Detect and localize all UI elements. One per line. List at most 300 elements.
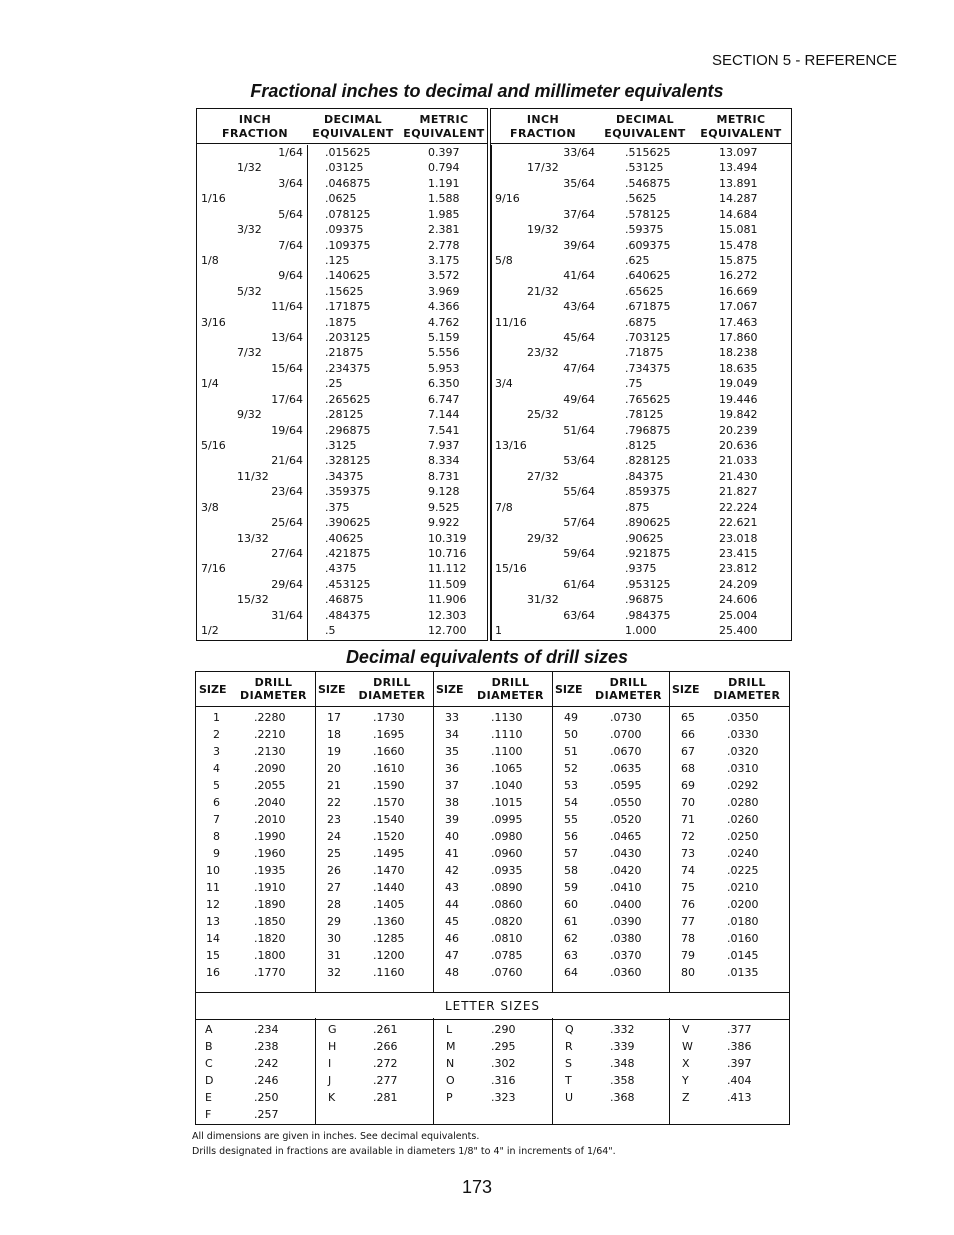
drill-diameter: .0145 [727,949,759,962]
inch-fraction: 15/32 [237,593,269,607]
decimal-equivalent: .328125 [325,454,371,468]
drill-size: 52 [564,762,578,775]
metric-equivalent: 25.004 [719,608,758,622]
drill-diameter: .0550 [610,796,642,809]
drill-row [196,794,789,811]
drill-diameter: .277 [373,1074,398,1087]
decimal-equivalent: .34375 [325,469,364,483]
inch-fraction: 19/64 [271,423,303,437]
fraction-row [491,160,791,175]
drill-diameter: .1660 [373,745,405,758]
header-line: EQUIVALENT [403,127,485,140]
drill-diameter: .281 [373,1091,398,1104]
drill-diameter: .0420 [610,864,642,877]
drill-size: 43 [445,881,459,894]
drill-diameter: .2280 [254,711,286,724]
metric-equivalent: 4.762 [428,315,460,329]
inch-fraction: 23/32 [527,346,559,360]
decimal-equivalent: .875 [625,500,650,514]
drill-size: 35 [445,745,459,758]
fraction-row [491,392,791,407]
drill-diameter: .1850 [254,915,286,928]
drill-size: 61 [564,915,578,928]
fraction-header-right [491,109,791,144]
drill-diameter: .1405 [373,898,405,911]
inch-fraction: 31/32 [527,593,559,607]
metric-equivalent: 4.366 [428,300,460,314]
drill-diameter-header [470,676,551,702]
letter-size: J [328,1074,332,1087]
drill-diameter: .1610 [373,762,405,775]
inch-fraction: 3/32 [237,223,262,237]
inch-fraction: 25/64 [271,516,303,530]
metric-equivalent: 13.891 [719,176,758,190]
drill-diameter: .0200 [727,898,759,911]
drill-size: 53 [564,779,578,792]
header-line: INCH [238,113,272,126]
size-header: SIZE [199,683,227,696]
fraction-panel-left [196,108,488,641]
drill-size: 60 [564,898,578,911]
drill-diameter: .1960 [254,847,286,860]
drill-diameter: .1130 [491,711,523,724]
decimal-equivalent: .4375 [325,562,357,576]
drill-diameter: .0935 [491,864,523,877]
metric-equivalent: 7.937 [428,438,460,452]
inch-fraction: 29/64 [271,577,303,591]
drill-size: 79 [681,949,695,962]
metric-equivalent: 15.081 [719,223,758,237]
metric-equivalent: 0.397 [428,146,460,159]
decimal-equivalent: .984375 [625,608,671,622]
metric-equivalent: 13.494 [719,161,758,175]
inch-fraction: 41/64 [563,269,595,283]
decimal-equivalent: .234375 [325,361,371,375]
metric-equivalent: 22.621 [719,516,758,530]
metric-equivalent: 1.191 [428,176,460,190]
drill-size: 70 [681,796,695,809]
decimal-equivalent: .609375 [625,238,671,252]
fraction-header-left [197,109,487,144]
fraction-row [197,253,487,268]
letter-size: D [205,1074,214,1087]
inch-fraction: 9/64 [278,269,303,283]
drill-diameter: .386 [727,1040,752,1053]
drill-size: 29 [327,915,341,928]
inch-fraction: 1/32 [237,161,262,175]
header-line: FRACTION [222,127,288,140]
decimal-equivalent: .421875 [325,546,371,560]
drill-size: 17 [327,711,341,724]
drill-size: 20 [327,762,341,775]
drill-size: 62 [564,932,578,945]
decimal-equivalent: .53125 [625,161,664,175]
metric-equivalent: 8.334 [428,454,460,468]
decimal-equivalent: .921875 [625,546,671,560]
decimal-equivalent: .40625 [325,531,364,545]
drill-diameter: .2210 [254,728,286,741]
inch-fraction: 49/64 [563,392,595,406]
inch-fraction: 23/64 [271,485,303,499]
fraction-row [491,253,791,268]
metric-equivalent: 5.556 [428,346,460,360]
decimal-equivalent: .578125 [625,207,671,221]
decimal-equivalent: .734375 [625,361,671,375]
fraction-row [491,423,791,438]
fraction-row [197,376,487,391]
drill-size: 32 [327,966,341,979]
metric-equivalent: 19.049 [719,377,758,391]
fraction-row [491,500,791,515]
letter-size: B [205,1040,213,1053]
drill-diameter: .1890 [254,898,286,911]
letter-row [196,1089,789,1106]
metric-equivalent: 1.985 [428,207,460,221]
decimal-equivalent: .375 [325,500,350,514]
drill-row [196,811,789,828]
drill-diameter: .1015 [491,796,523,809]
metric-equivalent: 16.669 [719,284,758,298]
metric-equivalent: 20.636 [719,438,758,452]
drill-size: 66 [681,728,695,741]
fraction-row [197,500,487,515]
header-line: EQUIVALENT [312,127,394,140]
drill-diameter: .234 [254,1023,279,1036]
drill-size: 41 [445,847,459,860]
decimal-equivalent: .703125 [625,331,671,345]
header-line: METRIC [716,113,766,126]
fraction-row [197,623,487,638]
drill-size: 11 [206,881,220,894]
drill-diameter: .1730 [373,711,405,724]
decimal-equivalent: .828125 [625,454,671,468]
letter-size: Y [682,1074,689,1087]
letter-sizes-bar: LETTER SIZES [196,992,789,1020]
fraction-row [491,453,791,468]
fraction-row [491,515,791,530]
letter-row [196,1055,789,1072]
drill-row [196,930,789,947]
drill-diameter: .0320 [727,745,759,758]
drill-diameter: .413 [727,1091,752,1104]
drill-diameter: .2130 [254,745,286,758]
fraction-row [491,546,791,561]
note-dimensions: All dimensions are given in inches. See decimal equivalents. [192,1131,480,1142]
decimal-equivalent-header [307,113,399,141]
fraction-row [197,592,487,607]
decimal-equivalent: .84375 [625,469,664,483]
fraction-table-title: Fractional inches to decimal and millimeter equivalents [250,81,724,101]
fraction-row [491,484,791,499]
inch-fraction: 15/16 [495,562,527,576]
drill-diameter: .0860 [491,898,523,911]
drill-size: 47 [445,949,459,962]
drill-diameter: .1160 [373,966,405,979]
fraction-row [491,176,791,191]
decimal-equivalent: .59375 [625,223,664,237]
inch-fraction: 21/32 [527,284,559,298]
letter-size: O [446,1074,455,1087]
decimal-equivalent: .140625 [325,269,371,283]
drill-size: 10 [206,864,220,877]
inch-fraction: 55/64 [563,485,595,499]
metric-equivalent: 9.525 [428,500,460,514]
metric-equivalent: 9.128 [428,485,460,499]
drill-diameter: .0280 [727,796,759,809]
metric-equivalent: 3.969 [428,284,460,298]
header-line: DIAMETER [595,689,662,702]
header-line: DRILL [373,676,411,689]
fraction-row [197,207,487,222]
drill-size: 24 [327,830,341,843]
drill-diameter: .0430 [610,847,642,860]
inch-fraction: 13/64 [271,331,303,345]
drill-diameter: .339 [610,1040,635,1053]
letter-size: L [446,1023,453,1036]
fraction-row [491,469,791,484]
fraction-row [491,623,791,638]
inch-fraction: 1/16 [201,192,226,206]
drill-size: 68 [681,762,695,775]
drill-size: 18 [327,728,341,741]
inch-fraction: 7/64 [278,238,303,252]
drill-diameter: .0370 [610,949,642,962]
letter-size: V [682,1023,690,1036]
metric-equivalent: 11.906 [428,593,467,607]
metric-equivalent: 7.541 [428,423,460,437]
header-line: DIAMETER [477,689,544,702]
drill-size: 72 [681,830,695,843]
fraction-row [197,438,487,453]
letter-size: T [565,1074,572,1087]
drill-size: 3 [213,745,220,758]
metric-equivalent: 18.635 [719,361,758,375]
drill-row [196,879,789,896]
fraction-row [491,561,791,576]
drill-size: 25 [327,847,341,860]
header-line: EQUIVALENT [604,127,686,140]
drill-diameter: .0135 [727,966,759,979]
decimal-equivalent: .03125 [325,161,364,175]
drill-size: 76 [681,898,695,911]
inch-fraction: 45/64 [563,331,595,345]
fraction-row [491,207,791,222]
inch-fraction: 19/32 [527,223,559,237]
drill-diameter: .397 [727,1057,752,1070]
inch-fraction: 53/64 [563,454,595,468]
inch-fraction: 11/32 [237,469,269,483]
drill-diameter: .1110 [491,728,523,741]
decimal-equivalent: .78125 [625,408,664,422]
decimal-equivalent: .5625 [625,192,657,206]
decimal-equivalent: .265625 [325,392,371,406]
metric-equivalent: 15.478 [719,238,758,252]
letter-size: K [328,1091,336,1104]
drill-size: 13 [206,915,220,928]
drill-size: 23 [327,813,341,826]
decimal-equivalent: .09375 [325,223,364,237]
letter-row [196,1072,789,1089]
decimal-equivalent: .1875 [325,315,357,329]
inch-fraction: 1/2 [201,624,219,638]
drill-size: 15 [206,949,220,962]
metric-equivalent: 3.175 [428,253,460,267]
drill-row [196,743,789,760]
drill-diameter: .0980 [491,830,523,843]
inch-fraction: 1/64 [278,146,303,159]
drill-row [196,896,789,913]
drill-diameter: .0390 [610,915,642,928]
metric-equivalent: 18.238 [719,346,758,360]
drill-diameter: .2090 [254,762,286,775]
decimal-equivalent: .046875 [325,176,371,190]
fraction-row [197,392,487,407]
inch-fraction: 9/32 [237,408,262,422]
drill-diameter: .358 [610,1074,635,1087]
decimal-equivalent: .359375 [325,485,371,499]
decimal-equivalent: .9375 [625,562,657,576]
letter-row [196,1038,789,1055]
drill-size: 51 [564,745,578,758]
metric-equivalent-header [693,113,789,141]
drill-diameter: .1590 [373,779,405,792]
decimal-equivalent: .6875 [625,315,657,329]
drill-diameter: .0180 [727,915,759,928]
drill-diameter: .0400 [610,898,642,911]
drill-diameter: .0350 [727,711,759,724]
metric-equivalent: 14.287 [719,192,758,206]
drill-diameter: .0960 [491,847,523,860]
drill-diameter: .0410 [610,881,642,894]
inch-fraction: 3/16 [201,315,226,329]
fraction-row [197,361,487,376]
drill-diameter: .257 [254,1108,279,1121]
letter-size: G [328,1023,337,1036]
drill-size: 75 [681,881,695,894]
drill-diameter: .2010 [254,813,286,826]
metric-equivalent: 23.415 [719,546,758,560]
drill-diameter: .0670 [610,745,642,758]
drill-size: 14 [206,932,220,945]
drill-size: 39 [445,813,459,826]
drill-size: 16 [206,966,220,979]
drill-size: 58 [564,864,578,877]
fraction-row [197,515,487,530]
inch-fraction: 5/8 [495,253,513,267]
fraction-row [197,176,487,191]
inch-fraction: 1/4 [201,377,219,391]
letter-size: W [682,1040,693,1053]
fraction-row [197,531,487,546]
letter-size: X [682,1057,690,1070]
drill-size: 78 [681,932,695,945]
drill-diameter: .404 [727,1074,752,1087]
drill-diameter: .0700 [610,728,642,741]
drill-diameter: .1570 [373,796,405,809]
drill-diameter: .0730 [610,711,642,724]
decimal-equivalent: .25 [325,377,343,391]
letter-row [196,1106,789,1123]
decimal-equivalent: .96875 [625,593,664,607]
drill-size: 65 [681,711,695,724]
drill-diameter: .0310 [727,762,759,775]
drill-diameter: .0890 [491,881,523,894]
letter-size: H [328,1040,337,1053]
metric-equivalent: 23.812 [719,562,758,576]
header-line: DECIMAL [323,113,383,126]
inch-fraction: 57/64 [563,516,595,530]
letter-size: R [565,1040,573,1053]
drill-diameter: .246 [254,1074,279,1087]
inch-fraction: 9/16 [495,192,520,206]
header-line: METRIC [419,113,469,126]
drill-row [196,726,789,743]
inch-fraction: 1/8 [201,253,219,267]
inch-fraction: 15/64 [271,361,303,375]
metric-equivalent: 10.716 [428,546,467,560]
letter-size: S [565,1057,572,1070]
fraction-row [491,330,791,345]
drill-size: 22 [327,796,341,809]
fraction-row [491,299,791,314]
decimal-equivalent: .90625 [625,531,664,545]
drill-diameter: .0785 [491,949,523,962]
metric-equivalent: 24.606 [719,593,758,607]
drill-size: 5 [213,779,220,792]
metric-equivalent: 15.875 [719,253,758,267]
drill-size: 49 [564,711,578,724]
drill-diameter: .1100 [491,745,523,758]
letter-size: Z [682,1091,690,1104]
size-header: SIZE [555,683,583,696]
header-line: EQUIVALENT [700,127,782,140]
fraction-row [197,423,487,438]
inch-fraction: 51/64 [563,423,595,437]
metric-equivalent: 0.794 [428,161,460,175]
drill-size: 74 [681,864,695,877]
fraction-row [491,608,791,623]
decimal-equivalent: .546875 [625,176,671,190]
fraction-table [196,108,792,641]
inch-fraction: 17/32 [527,161,559,175]
drill-size: 34 [445,728,459,741]
drill-diameter: .1200 [373,949,405,962]
drill-size: 19 [327,745,341,758]
drill-row [196,777,789,794]
metric-equivalent: 6.350 [428,377,460,391]
inch-fraction: 13/16 [495,438,527,452]
metric-equivalent: 17.860 [719,331,758,345]
inch-fraction: 5/16 [201,438,226,452]
inch-fraction: 7/32 [237,346,262,360]
drill-size: 2 [213,728,220,741]
drill-table [195,671,790,1125]
drill-size: 27 [327,881,341,894]
drill-row [196,845,789,862]
section-header: SECTION 5 - REFERENCE [711,52,897,69]
inch-fraction: 61/64 [563,577,595,591]
inch-fraction: 47/64 [563,361,595,375]
metric-equivalent: 1.588 [428,192,460,206]
decimal-equivalent: .75 [625,377,643,391]
drill-diameter: .0240 [727,847,759,860]
header-line: DRILL [728,676,766,689]
fraction-panel-right [490,108,792,641]
inch-fraction: 7/16 [201,562,226,576]
drill-size: 12 [206,898,220,911]
fraction-row [197,268,487,283]
metric-equivalent: 21.430 [719,469,758,483]
